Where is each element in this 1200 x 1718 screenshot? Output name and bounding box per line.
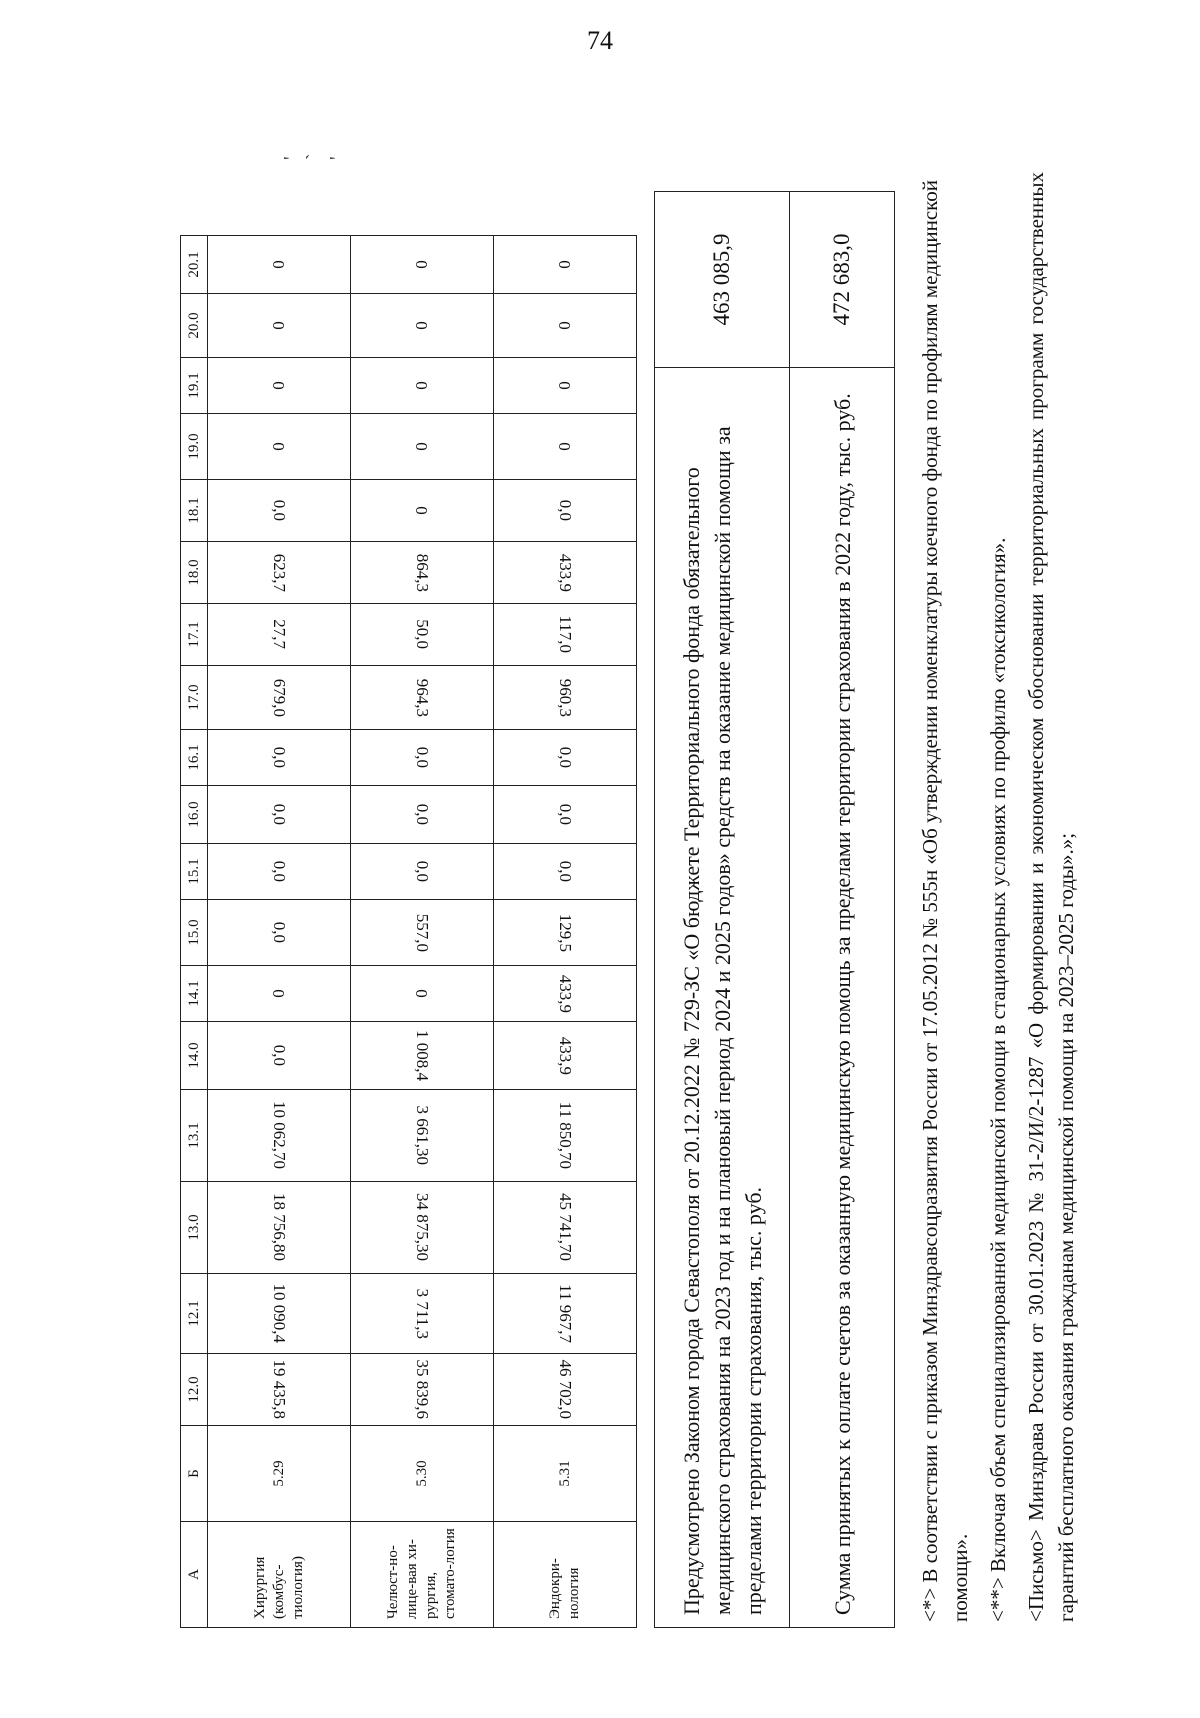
table-cell: 433,9 — [494, 1022, 637, 1090]
table-cell: 0 — [494, 414, 637, 480]
summary-table — [654, 191, 895, 1628]
footnote: <**> Включая объем специализированной медицинской помощи в стационарных условиях по профилю «токсикология». — [986, 537, 1010, 1622]
table-cell: 18 756,80 — [208, 1182, 351, 1274]
table-header-cell: 16.0 — [181, 786, 208, 844]
footnote: <Письмо> Минздрава России от 30.01.2023 № 31-2/И/2-1287 «О формировании и экономическом обосновании территориальных программ государственных гарантий бесплатного оказания гражданам медицинской помощи на 2023–2025 годы».»; — [1024, 172, 1078, 1622]
table-cell: 0 — [351, 236, 494, 294]
table-header-cell: 19.0 — [181, 414, 208, 480]
table-cell: 0,0 — [494, 730, 637, 786]
table-header-cell: 19.1 — [181, 358, 208, 414]
table-row — [351, 236, 494, 1628]
table-cell: 0,0 — [494, 844, 637, 900]
table-cell: 0 — [351, 294, 494, 358]
table-cell: 35 839,6 — [351, 1354, 494, 1426]
table-cell: 960,3 — [494, 666, 637, 730]
table-header-cell: 14.0 — [181, 1022, 208, 1090]
table-cell: 0,0 — [208, 1022, 351, 1090]
summary-text: Сумма принятых к оплате счетов за оказанную медицинскую помощь за пределами территории страхования в 2022 году, тыс. руб. — [790, 368, 895, 1628]
table-cell: 864,3 — [351, 542, 494, 604]
table-cell: 50,0 — [351, 604, 494, 666]
table-cell: 0,0 — [494, 786, 637, 844]
table-header-cell: 13.1 — [181, 1090, 208, 1182]
table-cell: 433,9 — [494, 542, 637, 604]
footnotes — [915, 172, 1089, 1622]
table-header-cell: Б — [181, 1426, 208, 1522]
table-header-cell: 17.1 — [181, 604, 208, 666]
table-row — [494, 236, 637, 1628]
table-header-cell: 13.0 — [181, 1182, 208, 1274]
table-header-row — [181, 236, 208, 1628]
table-cell: 129,5 — [494, 900, 637, 966]
summary-value: 463 085,9 — [655, 192, 790, 368]
table-cell: 623,7 — [208, 542, 351, 604]
row-code-cell: 5.29 — [208, 1426, 351, 1522]
table-cell: 0 — [208, 294, 351, 358]
row-name-cell: Хирургия (комбус-тиология) — [208, 1522, 351, 1628]
table-cell: 0,0 — [208, 730, 351, 786]
page-number: 74 — [587, 26, 613, 55]
table-cell: 0,0 — [208, 844, 351, 900]
table-cell: 0 — [351, 358, 494, 414]
table-cell: 0 — [494, 236, 637, 294]
table-cell: 0 — [494, 358, 637, 414]
table-header-cell: 14.1 — [181, 966, 208, 1022]
table-cell: 0 — [351, 480, 494, 542]
table-cell: 19 435,8 — [208, 1354, 351, 1426]
table-header-cell: 12.1 — [181, 1274, 208, 1354]
data-table — [180, 235, 637, 1628]
table-cell: 10 062,70 — [208, 1090, 351, 1182]
table-header-cell: 20.0 — [181, 294, 208, 358]
table-cell: 0,0 — [494, 480, 637, 542]
table-header-cell: 15.1 — [181, 844, 208, 900]
summary-text: Предусмотрено Законом города Севастополя от 20.12.2022 № 729-ЗС «О бюджете Территориального фонда обязательного медицинского страхования на 2023 год и на плановый период 2024 и 2025 годов» средств на оказание медицинской помощи за пределами территории страхования, тыс. руб. — [655, 368, 790, 1628]
table-cell: 0 — [208, 966, 351, 1022]
footnote: <*> В соответствии с приказом Минздравсоцразвития России от 17.05.2012 № 555н «Об утверждении номенклатуры коечного фонда по профилям медицинской помощи». — [918, 179, 972, 1622]
table-cell: 3 661,30 — [351, 1090, 494, 1182]
table-cell: 27,7 — [208, 604, 351, 666]
table-cell: 0 — [494, 294, 637, 358]
table-cell: 0 — [351, 966, 494, 1022]
table-cell: 679,0 — [208, 666, 351, 730]
margin-marks: ' ` ' — [280, 147, 348, 160]
table-cell: 117,0 — [494, 604, 637, 666]
table-header-cell: 18.0 — [181, 542, 208, 604]
table-cell: 46 702,0 — [494, 1354, 637, 1426]
table-cell: 0 — [208, 236, 351, 294]
table-header-cell: 17.0 — [181, 666, 208, 730]
summary-row — [790, 192, 895, 1628]
table-header-cell: А — [181, 1522, 208, 1628]
table-cell: 11 850,70 — [494, 1090, 637, 1182]
table-cell: 45 741,70 — [494, 1182, 637, 1274]
table-cell: 0 — [208, 414, 351, 480]
table-cell: 557,0 — [351, 900, 494, 966]
table-cell: 964,3 — [351, 666, 494, 730]
table-cell: 0 — [351, 414, 494, 480]
row-name-cell: Челюст-но-лице-вая хи-рургия, стомато-логия — [351, 1522, 494, 1628]
table-cell: 433,9 — [494, 966, 637, 1022]
table-cell: 0,0 — [351, 730, 494, 786]
row-code-cell: 5.30 — [351, 1426, 494, 1522]
row-code-cell: 5.31 — [494, 1426, 637, 1522]
table-cell: 0,0 — [351, 786, 494, 844]
table-cell: 3 711,3 — [351, 1274, 494, 1354]
table-cell: 0 — [208, 358, 351, 414]
summary-row — [655, 192, 790, 1628]
table-header-cell: 15.0 — [181, 900, 208, 966]
rotated-page-content — [70, 130, 1150, 1650]
table-cell: 11 967,7 — [494, 1274, 637, 1354]
table-cell: 0,0 — [351, 844, 494, 900]
table-header-cell: 18.1 — [181, 480, 208, 542]
table-cell: 0,0 — [208, 900, 351, 966]
summary-value: 472 683,0 — [790, 192, 895, 368]
table-cell: 10 090,4 — [208, 1274, 351, 1354]
table-header-cell: 16.1 — [181, 730, 208, 786]
table-row — [208, 236, 351, 1628]
table-cell: 0,0 — [208, 786, 351, 844]
table-cell: 1 008,4 — [351, 1022, 494, 1090]
table-cell: 34 875,30 — [351, 1182, 494, 1274]
table-header-cell: 12.0 — [181, 1354, 208, 1426]
table-header-cell: 20.1 — [181, 236, 208, 294]
table-cell: 0,0 — [208, 480, 351, 542]
row-name-cell: Эндокри-нология — [494, 1522, 637, 1628]
